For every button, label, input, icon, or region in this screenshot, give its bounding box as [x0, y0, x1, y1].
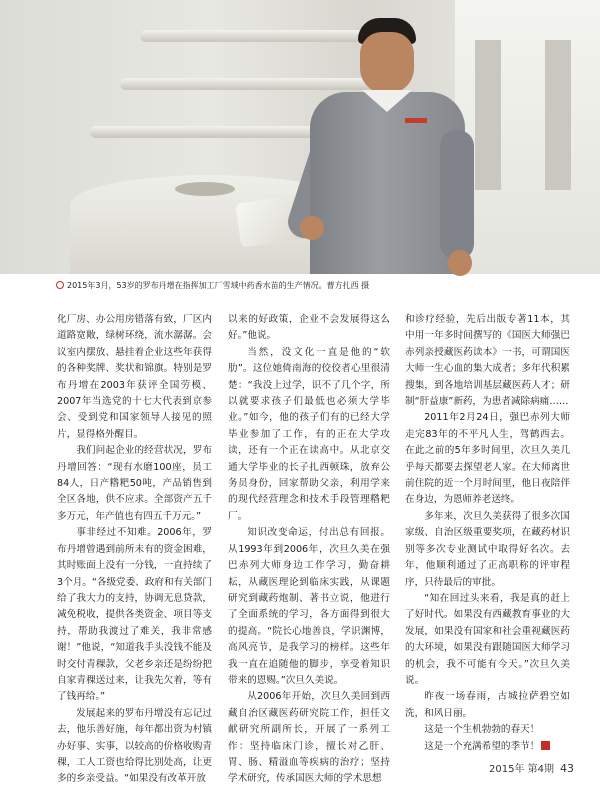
article-photo	[0, 0, 600, 274]
issue-label: 2015年 第4期	[489, 764, 554, 775]
paragraph: 和诊疗经验，先后出版专著11本，其中用一年多时间撰写的《国医大师强巴赤列亲授藏医药读本》一书，可谓国医大师一生心血的集大成者；多年代积累搜集，到各地培训基层藏医药人才；研制“肝益康”新药，为患者减除病痛……	[405, 314, 570, 408]
page-footer	[489, 760, 574, 775]
paragraph: “知在回过头来看，我是真的赶上了好时代。如果没有西藏教育事业的大发展，如果没有国家和社会重视藏医药的大环境，如果没有跟随国医大师学习的机会，我不可能有今天。”次旦久美说。	[405, 592, 570, 686]
photo-person	[300, 10, 475, 274]
paragraph: 当然，没文化一直是他的“软肋”。这位她倚南海的佼佼者心里很清楚：“我没上过学，识不了几个字，所以就要求孩子们最低也必须大学毕业。”如今，他的孩子们有的已经大学毕业参加了工作，有的正在大学攻读，还有一个正在读高中。从北京交通大学毕业的长子扎西顿珠，放弃公务员身份，回家帮助父亲，利用学来的现代经营理念和技术手段管理糌粑厂。	[228, 346, 390, 522]
closing-text: 这是一个充满希望的季节！	[424, 740, 540, 752]
paragraph: 以来的好政策，企业不会发展得这么好。”他说。	[228, 314, 390, 342]
paragraph: 多年来，次旦久美获得了很多次国家级、自治区级重要奖项，在藏药材识别等多次专业测试中取得好名次。去年，他顺利通过了正高职称的评审程序，只待最后的审批。	[405, 510, 570, 588]
photo-caption	[56, 279, 576, 292]
caption-bullet-icon	[56, 281, 64, 289]
closing-paragraph	[405, 739, 570, 755]
paragraph: 发展起来的罗布丹增没有忘记过去，他乐善好施，每年都出资为村镇办好事、实事，以较高的价格收购青稞，工人工资也给得比别处高，让更多的乡亲受益。“如果没有改革开放	[57, 707, 212, 785]
page-number: 43	[560, 762, 574, 775]
paragraph: 2011年2月24日，强巴赤列大师走完83年的不平凡人生，驾鹤西去。在此之前的5年多时间里，次旦久美几乎每天都要去探望老人家。在大师离世前住院的近一个月时间里，他日夜陪伴在身边，为恩师养老送终。	[405, 412, 570, 506]
paragraph: 昨夜一场春雨，古城拉萨碧空如洗，和风日丽。	[405, 691, 570, 719]
photo-caption-text: 2015年3月，53岁的罗布丹增在指挥加工厂雪域中药香水苗的生产情况。曹方扎西 摄	[67, 281, 370, 290]
paragraph: 我们问起企业的经营状况，罗布丹增回答：“现有水磨100座，员工84人，日产糌粑50吨，产品销售到全区各地，供不应求。全部资产五千多万元，年产值也有四五千万元。”	[57, 445, 212, 522]
paragraph: 事非经过不知难。2006年，罗布丹增曾遇到前所未有的资金困难，其时账面上没有一分钱，一直持续了3个月。“各级党委、政府和有关部门给了我大力的支持，协调无息贷款，减免税收，提供各类资金、项目等支持，帮助我渡过了难关，我非常感谢！”他说，“知道我手头没钱不能及时交付青稞款，父老乡亲还是纷纷把自家青稞送过来，让我先欠着，等有了钱再给。”	[57, 527, 212, 703]
end-mark-icon	[541, 741, 550, 750]
article-column-2	[228, 312, 390, 785]
paragraph: 从2006年开始，次旦久美回到西藏自治区藏医药研究院工作，担任文献研究所副所长，开展了一系列工作：坚持临床门诊，擅长对乙肝、胃、肠、精溢血等疾病的治疗；坚持学术研究，传承国医大师的学术思想	[228, 691, 390, 785]
article-column-3	[405, 312, 570, 758]
paragraph: 化厂房、办公用房错落有致，厂区内道路宽敞，绿树环绕，流水潺潺。会议室内摆放、悬挂着企业这些年获得的各种奖牌、奖状和锦旗。特别是罗布丹增在2003年获评全国劳模、2007年当选党的十七大代表到京参会、受到党和国家领导人接见的照片，显得格外醒目。	[57, 314, 212, 440]
paragraph: 这是一个生机勃勃的春天！	[424, 724, 540, 736]
article-column-1	[57, 312, 212, 785]
paragraph: 知识改变命运，付出总有回报。从1993年到2006年，次旦久美在强巴赤列大师身边工作学习，勤奋耕耘，从藏医理论到临床实践，从课题研究到藏药炮制、著书立说，他进行了全面系统的学习，各方面得到很大的提高。“院长心地善良，学识渊博，高风亮节，是我学习的榜样。这些年我一直在追随他的脚步，享受着知识带来的恩赐。”次旦久美说。	[228, 527, 390, 686]
photo-mill-hole	[175, 182, 235, 196]
photo-background-window	[455, 0, 600, 274]
